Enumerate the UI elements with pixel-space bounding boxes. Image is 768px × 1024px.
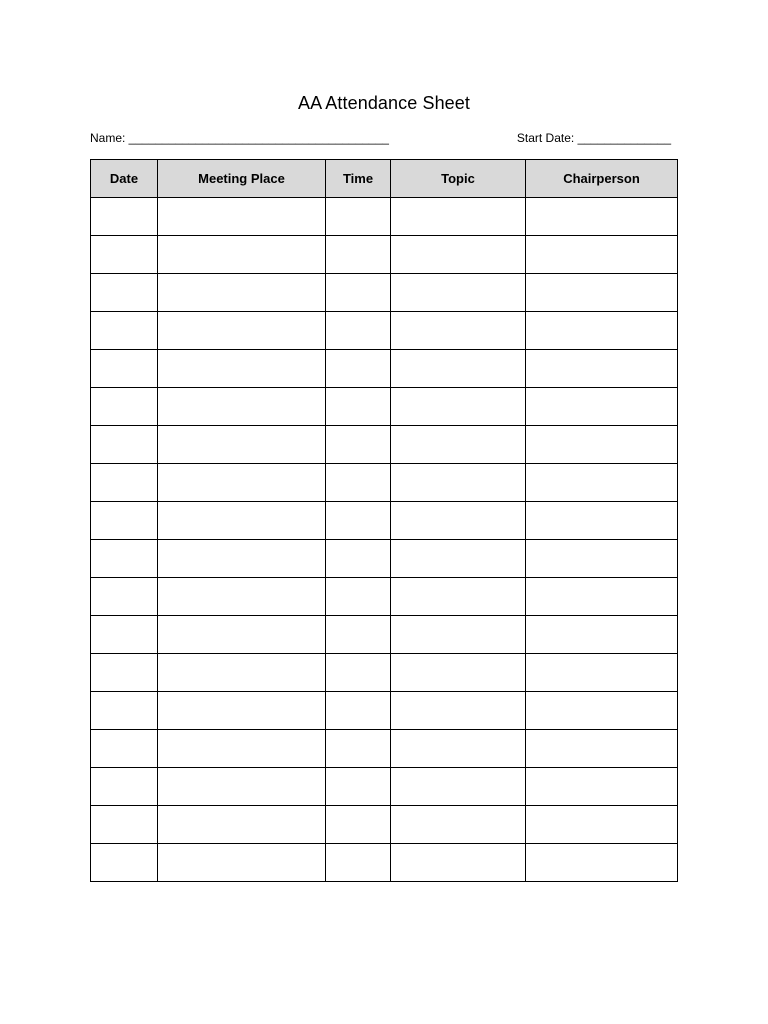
cell-date[interactable] xyxy=(91,312,158,350)
cell-date[interactable] xyxy=(91,768,158,806)
cell-topic[interactable] xyxy=(391,350,526,388)
cell-topic[interactable] xyxy=(391,312,526,350)
cell-chairperson[interactable] xyxy=(526,768,678,806)
cell-chairperson[interactable] xyxy=(526,198,678,236)
table-row xyxy=(91,502,678,540)
cell-chairperson[interactable] xyxy=(526,844,678,882)
cell-date[interactable] xyxy=(91,616,158,654)
cell-time[interactable] xyxy=(326,692,391,730)
table-row xyxy=(91,426,678,464)
attendance-table xyxy=(90,159,678,882)
cell-time[interactable] xyxy=(326,768,391,806)
cell-date[interactable] xyxy=(91,464,158,502)
cell-date[interactable] xyxy=(91,236,158,274)
page-title: AA Attendance Sheet xyxy=(297,93,471,113)
table-row xyxy=(91,654,678,692)
column-header-topic: Topic xyxy=(391,160,526,198)
cell-time[interactable] xyxy=(326,578,391,616)
cell-time[interactable] xyxy=(326,274,391,312)
table-row xyxy=(91,350,678,388)
cell-meeting-place[interactable] xyxy=(158,312,326,350)
cell-meeting-place[interactable] xyxy=(158,540,326,578)
column-header-chairperson: Chairperson xyxy=(526,160,678,198)
cell-topic[interactable] xyxy=(391,502,526,540)
cell-meeting-place[interactable] xyxy=(158,426,326,464)
table-row xyxy=(91,616,678,654)
table-header-row xyxy=(91,160,678,198)
table-row xyxy=(91,312,678,350)
cell-time[interactable] xyxy=(326,654,391,692)
cell-topic[interactable] xyxy=(391,692,526,730)
cell-meeting-place[interactable] xyxy=(158,464,326,502)
cell-time[interactable] xyxy=(326,312,391,350)
cell-time[interactable] xyxy=(326,730,391,768)
start-date-field: Start Date: ______________ xyxy=(516,131,671,145)
cell-topic[interactable] xyxy=(391,616,526,654)
table-row xyxy=(91,730,678,768)
cell-chairperson[interactable] xyxy=(526,236,678,274)
cell-meeting-place[interactable] xyxy=(158,844,326,882)
cell-date[interactable] xyxy=(91,198,158,236)
cell-chairperson[interactable] xyxy=(526,426,678,464)
cell-topic[interactable] xyxy=(391,654,526,692)
cell-date[interactable] xyxy=(91,692,158,730)
cell-time[interactable] xyxy=(326,502,391,540)
name-field: Name: _______________________________________ xyxy=(90,131,389,145)
table-body xyxy=(91,198,678,882)
table-row xyxy=(91,388,678,426)
cell-time[interactable] xyxy=(326,236,391,274)
cell-time[interactable] xyxy=(326,426,391,464)
cell-meeting-place[interactable] xyxy=(158,350,326,388)
cell-chairperson[interactable] xyxy=(526,654,678,692)
cell-date[interactable] xyxy=(91,502,158,540)
cell-topic[interactable] xyxy=(391,844,526,882)
table-row xyxy=(91,464,678,502)
cell-date[interactable] xyxy=(91,350,158,388)
cell-date[interactable] xyxy=(91,730,158,768)
cell-chairperson[interactable] xyxy=(526,502,678,540)
cell-chairperson[interactable] xyxy=(526,274,678,312)
cell-topic[interactable] xyxy=(391,768,526,806)
cell-topic[interactable] xyxy=(391,426,526,464)
cell-date[interactable] xyxy=(91,844,158,882)
cell-topic[interactable] xyxy=(391,198,526,236)
column-header-date: Date xyxy=(91,160,158,198)
cell-chairperson[interactable] xyxy=(526,540,678,578)
cell-topic[interactable] xyxy=(391,388,526,426)
cell-meeting-place[interactable] xyxy=(158,730,326,768)
cell-chairperson[interactable] xyxy=(526,464,678,502)
cell-date[interactable] xyxy=(91,806,158,844)
cell-time[interactable] xyxy=(326,350,391,388)
table-row xyxy=(91,198,678,236)
cell-date[interactable] xyxy=(91,540,158,578)
table-row xyxy=(91,768,678,806)
cell-date[interactable] xyxy=(91,654,158,692)
cell-meeting-place[interactable] xyxy=(158,198,326,236)
cell-topic[interactable] xyxy=(391,274,526,312)
table-row xyxy=(91,236,678,274)
table-row xyxy=(91,806,678,844)
cell-meeting-place[interactable] xyxy=(158,692,326,730)
cell-chairperson[interactable] xyxy=(526,616,678,654)
cell-meeting-place[interactable] xyxy=(158,768,326,806)
cell-date[interactable] xyxy=(91,388,158,426)
cell-meeting-place[interactable] xyxy=(158,388,326,426)
cell-chairperson[interactable] xyxy=(526,806,678,844)
column-header-meeting-place: Meeting Place xyxy=(158,160,326,198)
cell-topic[interactable] xyxy=(391,806,526,844)
cell-topic[interactable] xyxy=(391,730,526,768)
cell-chairperson[interactable] xyxy=(526,578,678,616)
cell-time[interactable] xyxy=(326,540,391,578)
cell-time[interactable] xyxy=(326,388,391,426)
cell-meeting-place[interactable] xyxy=(158,578,326,616)
cell-time[interactable] xyxy=(326,806,391,844)
table-row xyxy=(91,540,678,578)
cell-topic[interactable] xyxy=(391,464,526,502)
cell-chairperson[interactable] xyxy=(526,350,678,388)
table-row xyxy=(91,274,678,312)
cell-chairperson[interactable] xyxy=(526,730,678,768)
cell-topic[interactable] xyxy=(391,236,526,274)
cell-date[interactable] xyxy=(91,426,158,464)
cell-date[interactable] xyxy=(91,578,158,616)
cell-chairperson[interactable] xyxy=(526,692,678,730)
cell-meeting-place[interactable] xyxy=(158,616,326,654)
table-row xyxy=(91,692,678,730)
cell-meeting-place[interactable] xyxy=(158,654,326,692)
cell-time[interactable] xyxy=(326,464,391,502)
column-header-time: Time xyxy=(326,160,391,198)
cell-topic[interactable] xyxy=(391,578,526,616)
cell-meeting-place[interactable] xyxy=(158,502,326,540)
cell-time[interactable] xyxy=(326,198,391,236)
cell-chairperson[interactable] xyxy=(526,312,678,350)
cell-meeting-place[interactable] xyxy=(158,236,326,274)
table-row xyxy=(91,578,678,616)
cell-chairperson[interactable] xyxy=(526,388,678,426)
table-row xyxy=(91,844,678,882)
cell-meeting-place[interactable] xyxy=(158,274,326,312)
cell-meeting-place[interactable] xyxy=(158,806,326,844)
cell-time[interactable] xyxy=(326,844,391,882)
cell-topic[interactable] xyxy=(391,540,526,578)
cell-time[interactable] xyxy=(326,616,391,654)
cell-date[interactable] xyxy=(91,274,158,312)
